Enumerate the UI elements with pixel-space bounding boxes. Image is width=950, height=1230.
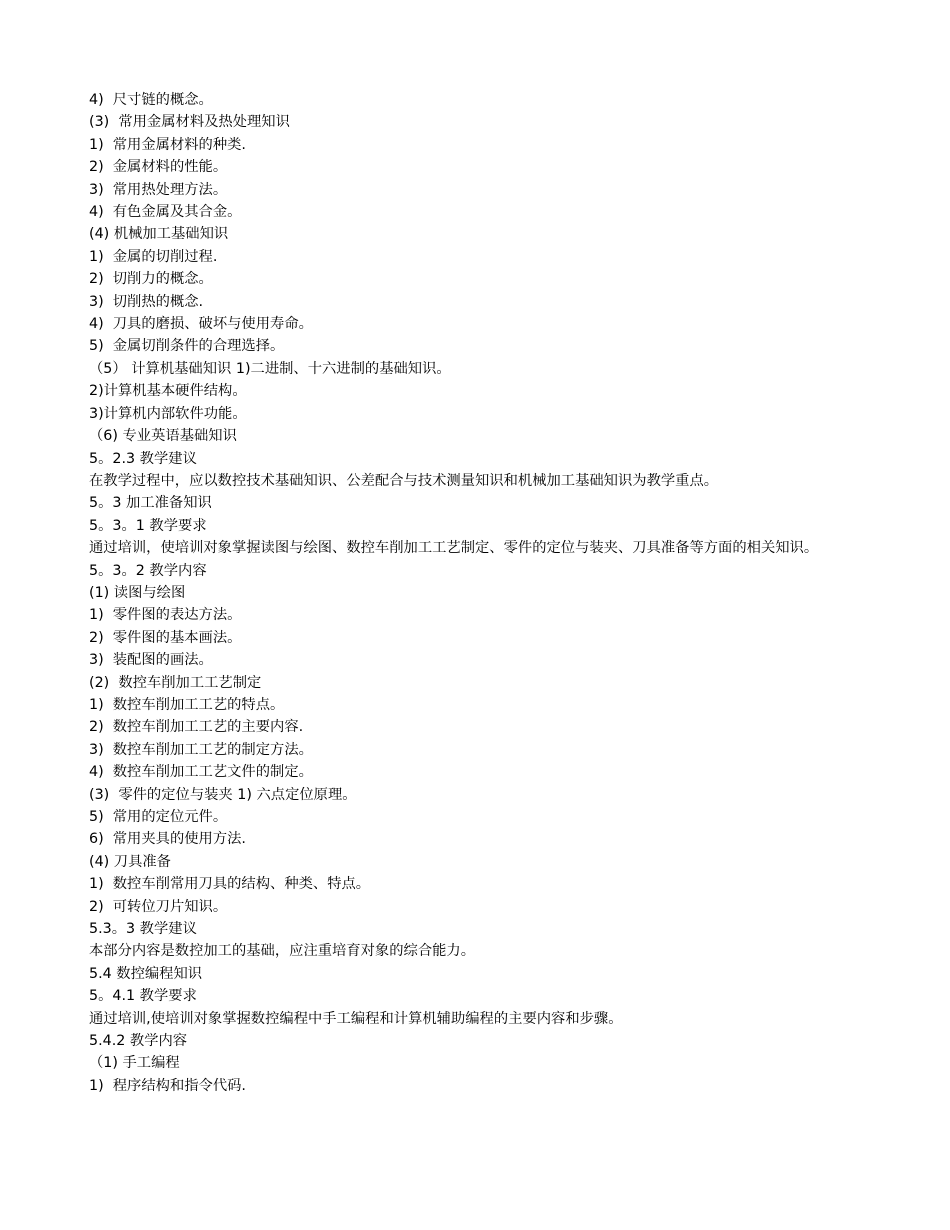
text-line: (3) 零件的定位与装夹 1) 六点定位原理。 [89, 786, 357, 803]
text-line: 5。3。1 教学要求 [89, 517, 207, 534]
text-line: 在教学过程中，应以数控技术基础知识、公差配合与技术测量知识和机械加工基础知识为教学重点。 [89, 472, 719, 489]
text-line: （1) 手工编程 [89, 1055, 180, 1072]
text-line: 1) 金属的切削过程. [89, 248, 218, 265]
text-line: 2) 金属材料的性能。 [89, 159, 228, 176]
text-line: 通过培训,使培训对象掌握数控编程中手工编程和计算机辅助编程的主要内容和步骤。 [89, 1010, 623, 1027]
text-line: 4) 有色金属及其合金。 [89, 204, 242, 221]
text-line: 1) 数控车削常用刀具的结构、种类、特点。 [89, 876, 371, 893]
text-line: 5。3。2 教学内容 [89, 562, 207, 579]
text-line: 3) 切削热的概念. [89, 293, 204, 310]
text-line: 5。2.3 教学建议 [89, 450, 197, 467]
text-line: (4) 刀具准备 [89, 853, 171, 870]
text-line: 5。3 加工准备知识 [89, 495, 212, 512]
document-body [89, 89, 869, 1097]
text-line: (3) 常用金属材料及热处理知识 [89, 114, 290, 131]
text-line: (1) 读图与绘图 [89, 584, 186, 601]
text-line: 6) 常用夹具的使用方法. [89, 831, 246, 848]
text-line: 4) 刀具的磨损、破坏与使用寿命。 [89, 316, 313, 333]
text-line: 5.3。3 教学建议 [89, 921, 197, 938]
text-line: 2) 切削力的概念。 [89, 271, 213, 288]
text-line: 3) 数控车削加工工艺的制定方法。 [89, 741, 313, 758]
text-line: 2) 数控车削加工工艺的主要内容. [89, 719, 304, 736]
text-line: 2) 零件图的基本画法。 [89, 629, 242, 646]
text-line: 4) 数控车削加工工艺文件的制定。 [89, 764, 313, 781]
text-line: 3) 常用热处理方法。 [89, 181, 228, 198]
text-line: 5.4.2 教学内容 [89, 1033, 188, 1050]
text-line: 3) 装配图的画法。 [89, 652, 213, 669]
text-line: 通过培训，使培训对象掌握读图与绘图、数控车削加工工艺制定、零件的定位与装夹、刀具准备等方面的相关知识。 [89, 540, 819, 557]
text-line: 2)计算机基本硬件结构。 [89, 383, 247, 400]
text-line: 1) 程序结构和指令代码. [89, 1077, 246, 1094]
text-line: 5) 金属切削条件的合理选择。 [89, 338, 285, 355]
text-line: 5.4 数控编程知识 [89, 965, 203, 982]
text-line: 5) 常用的定位元件。 [89, 809, 228, 825]
text-line: 1) 零件图的表达方法。 [89, 607, 242, 624]
text-line: (4) 机械加工基础知识 [89, 226, 229, 243]
text-line: 本部分内容是数控加工的基础，应注重培育对象的综合能力。 [89, 943, 476, 960]
text-line: （6) 专业英语基础知识 [89, 428, 237, 445]
text-line: 3)计算机内部软件功能。 [89, 405, 247, 422]
text-line: (2) 数控车削加工工艺制定 [89, 674, 262, 691]
text-line: 4) 尺寸链的概念。 [89, 92, 213, 108]
text-line: 5。4.1 教学要求 [89, 988, 197, 1005]
text-line: （5） 计算机基础知识 1)二进制、十六进制的基础知识。 [89, 360, 451, 377]
text-line: 1) 常用金属材料的种类. [89, 136, 246, 153]
text-line: 2) 可转位刀片知识。 [89, 898, 228, 915]
text-line: 1) 数控车削加工工艺的特点。 [89, 696, 285, 713]
